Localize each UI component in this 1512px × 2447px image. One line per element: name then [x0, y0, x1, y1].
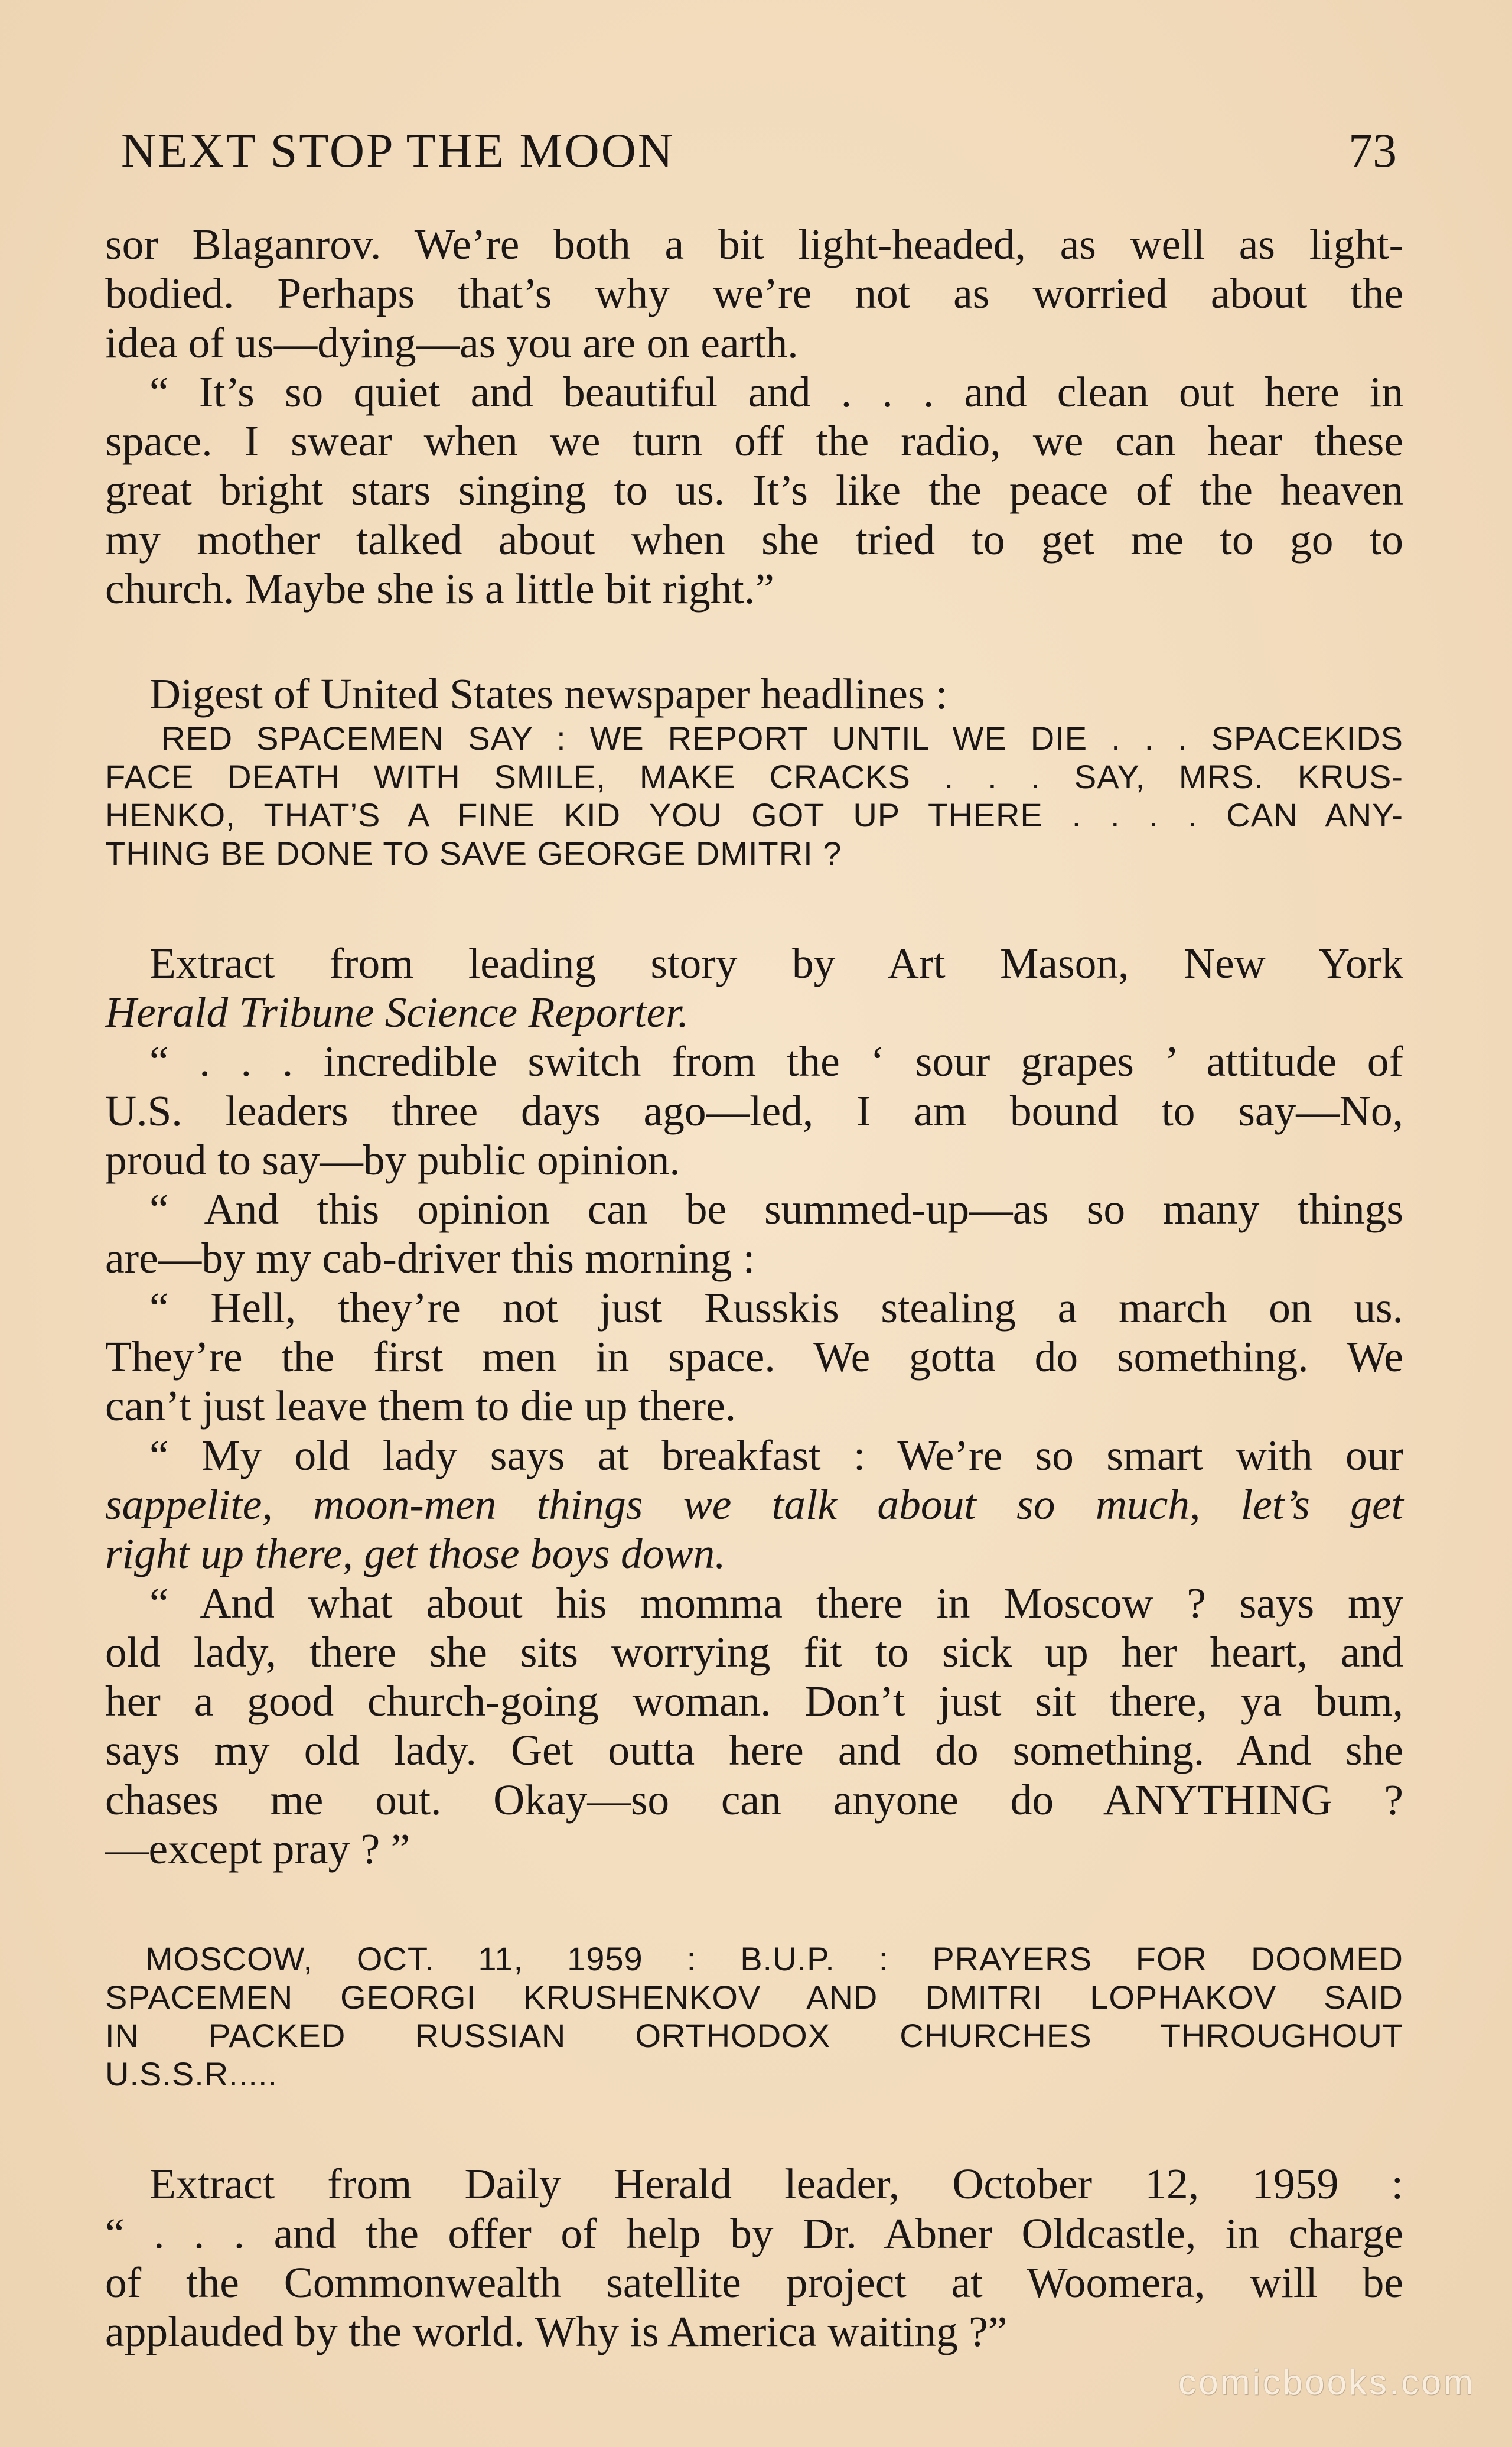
- text-line: “ . . . and the offer of help by Dr. Abner Oldcastle, in charge: [105, 2209, 1403, 2257]
- text-line: chases me out. Okay—so can anyone do ANYTHING ?: [105, 1775, 1403, 1824]
- text-line: old lady, there she sits worrying fit to sick up her heart, and: [105, 1628, 1403, 1676]
- wire-line: THING BE DONE TO SAVE GEORGE DMITRI ?: [105, 834, 842, 872]
- section-gap: [105, 873, 1403, 939]
- wire-line: FACE DEATH WITH SMILE, MAKE CRACKS . . . SAY, MRS. KRUS-: [105, 757, 1403, 795]
- text-line: great bright stars singing to us. It’s like the peace of the heaven: [105, 466, 1403, 515]
- text-line: sor Blaganrov. We’re both a bit light-headed, as well as light-: [105, 220, 1403, 268]
- wire-line: HENKO, THAT’S A FINE KID YOU GOT UP THERE . . . . CAN ANY-: [105, 796, 1403, 834]
- page-body: [105, 220, 1403, 2357]
- text-line: bodied. Perhaps that’s why we’re not as worried about the: [105, 269, 1403, 318]
- section-gap: [105, 613, 1403, 669]
- text-line: Herald Tribune Science Reporter.: [105, 988, 689, 1036]
- text-line: right up there, get those boys down.: [105, 1530, 726, 1578]
- paragraph-cab-driver: [105, 1185, 1403, 1283]
- paragraph-sour-grapes: [105, 1037, 1403, 1185]
- text-line: Extract from leading story by Art Mason, New York: [149, 939, 1403, 987]
- moscow-dispatch: [105, 1940, 1403, 2093]
- paragraph-momma-moscow: [105, 1579, 1403, 1874]
- paragraph-old-lady-breakfast: [105, 1431, 1403, 1579]
- paragraph-letter-end: [105, 220, 1403, 367]
- paragraph-russkis: [105, 1283, 1403, 1431]
- extract-daily-herald: [105, 2159, 1403, 2356]
- section-gap: [105, 2093, 1403, 2159]
- text-line: They’re the first men in space. We gotta do something. We: [105, 1333, 1403, 1381]
- text-line: applauded by the world. Why is America waiting ?”: [105, 2308, 1008, 2356]
- wire-line: MOSCOW, OCT. 11, 1959 : B.U.P. : PRAYERS FOR DOOMED: [145, 1940, 1403, 1978]
- text-line: of the Commonwealth satellite project at Woomera, will be: [105, 2258, 1403, 2306]
- paragraph-quiet-space: [105, 367, 1403, 613]
- text-line: are—by my cab-driver this morning :: [105, 1234, 755, 1283]
- text-line: —except pray ? ”: [105, 1825, 410, 1873]
- headline-digest: [105, 719, 1403, 873]
- wire-line: IN PACKED RUSSIAN ORTHODOX CHURCHES THROUGHOUT: [105, 2017, 1403, 2055]
- extract-art-mason: [105, 939, 1403, 1037]
- text-line: my mother talked about when she tried to get me to go to: [105, 515, 1403, 564]
- digest-intro: [105, 669, 1403, 718]
- text-line: church. Maybe she is a little bit right.”: [105, 565, 774, 613]
- text-line: says my old lady. Get outta here and do something. And she: [105, 1726, 1403, 1775]
- text-line: space. I swear when we turn off the radio, we can hear these: [105, 417, 1403, 466]
- section-gap: [105, 1873, 1403, 1940]
- text-line: Digest of United States newspaper headlines :: [149, 670, 948, 718]
- text-line: “ . . . incredible switch from the ‘ sour grapes ’ attitude of: [149, 1037, 1403, 1086]
- running-head: NEXT STOP THE MOON: [121, 123, 675, 177]
- page-number: 73: [1348, 123, 1397, 177]
- page-header: [121, 118, 1397, 183]
- wire-line: RED SPACEMEN SAY : WE REPORT UNTIL WE DIE . . . SPACEKIDS: [161, 719, 1403, 757]
- text-line: “ It’s so quiet and beautiful and . . . and clean out here in: [149, 367, 1403, 416]
- text-line: “ My old lady says at breakfast : We’re so smart with our: [149, 1431, 1403, 1479]
- text-line: her a good church-going woman. Don’t just sit there, ya bum,: [105, 1677, 1403, 1726]
- watermark-logo: comicbooks.com: [1178, 2363, 1475, 2402]
- text-line: U.S. leaders three days ago—led, I am bound to say—No,: [105, 1086, 1403, 1135]
- text-line: “ And what about his momma there in Moscow ? says my: [149, 1579, 1403, 1627]
- text-line: “ And this opinion can be summed-up—as so many things: [149, 1185, 1403, 1234]
- text-line: Extract from Daily Herald leader, October 12, 1959 :: [149, 2160, 1403, 2208]
- wire-line: U.S.S.R.....: [105, 2055, 278, 2093]
- text-line: can’t just leave them to die up there.: [105, 1382, 737, 1430]
- text-line: idea of us—dying—as you are on earth.: [105, 318, 799, 367]
- text-line: proud to say—by public opinion.: [105, 1135, 680, 1184]
- text-line: sappelite, moon-men things we talk about so much, let’s get: [105, 1480, 1403, 1528]
- wire-line: SPACEMEN GEORGI KRUSHENKOV AND DMITRI LOPHAKOV SAID: [105, 1979, 1403, 2016]
- text-line: “ Hell, they’re not just Russkis stealing a march on us.: [149, 1283, 1403, 1332]
